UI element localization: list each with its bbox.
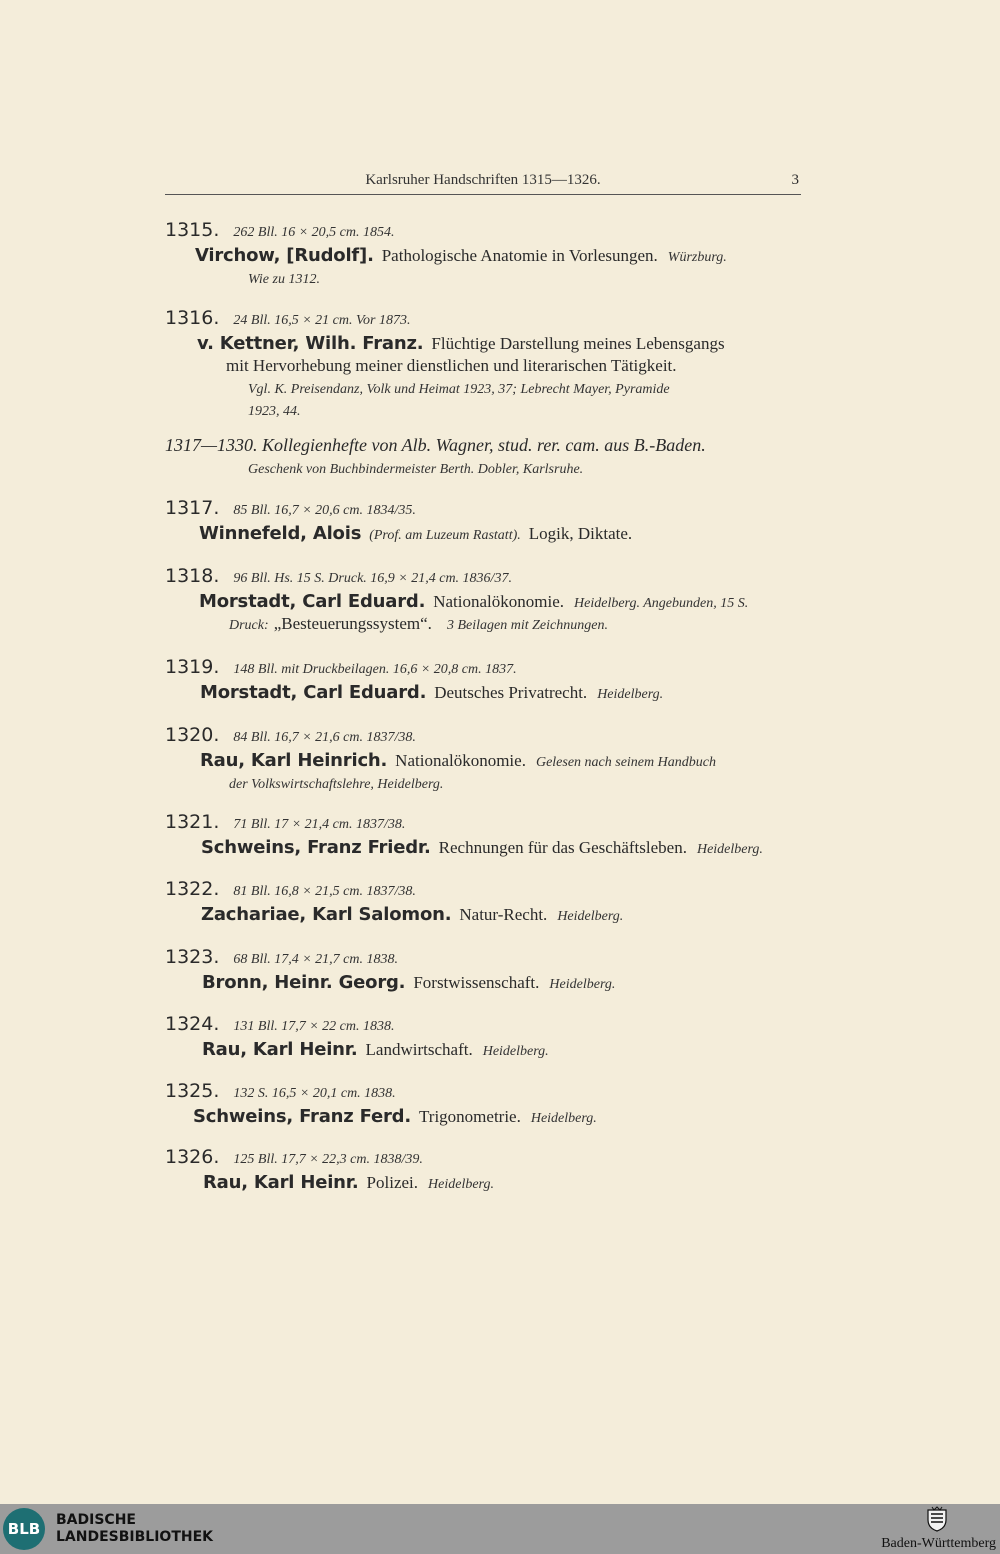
entry-work: Deutsches Privatrecht. [434,683,588,702]
range-note: Geschenk von Buchbindermeister Berth. Dobler, Karlsruhe. [248,462,584,477]
library-name-line1: BADISCHE [56,1512,136,1528]
catalog-entry-1318 [165,565,805,634]
library-name[interactable] [56,1512,213,1546]
catalog-entry-1315 [165,219,805,288]
entry-work: Pathologische Anatomie in Vorlesungen. [381,246,658,265]
entry-author: Rau, Karl Heinrich. [200,750,388,771]
catalog-entry-1322 [165,878,805,925]
entry-author: v. Kettner, Wilh. Franz. [197,333,424,354]
catalog-entry-1326 [165,1146,805,1193]
entry-place: Heidelberg. [696,842,763,857]
entry-work-continued: mit Hervorhebung meiner dienstlichen und literarischen Tätigkeit. [226,356,677,375]
entry-number: 1323. [165,946,220,968]
entry-number: 1320. [165,724,220,746]
entry-meta: 84 Bll. 16,7 × 21,6 cm. 1837/38. [233,730,416,745]
entry-meta: 132 S. 16,5 × 20,1 cm. 1838. [233,1086,396,1101]
entry-place: Heidelberg. [428,1177,494,1192]
entry-author: Zachariae, Karl Salomon. [201,904,452,925]
entry-place: Gelesen nach seinem Handbuch [535,755,716,770]
header-title: Karlsruher Handschriften 1315—1326. [365,172,601,188]
entry-note: der Volkswirtschaftslehre, Heidelberg. [229,777,444,792]
running-header [165,172,801,194]
entry-author: Bronn, Heinr. Georg. [202,972,406,993]
entry-work: Flüchtige Darstellung meines Lebensgangs [431,334,725,353]
entry-author: Rau, Karl Heinr. [202,1039,358,1060]
entry-meta: 68 Bll. 17,4 × 21,7 cm. 1838. [233,952,399,967]
entry-author: Morstadt, Carl Eduard. [199,591,426,612]
entry-place: Würzburg. [667,250,727,265]
catalog-entry-1324 [165,1013,805,1060]
range-heading: 1317—1330. Kollegienhefte von Alb. Wagner, stud. rer. cam. aus B.-Baden. [165,435,706,455]
entry-note: 3 Beilagen mit Zeichnungen. [447,618,608,633]
catalog-entry-1325 [165,1080,805,1127]
entry-number: 1316. [165,307,220,329]
entry-note: Wie zu 1312. [248,272,320,287]
entry-work: Polizei. [366,1173,419,1192]
entry-author: Virchow, [Rudolf]. [195,245,374,266]
entry-meta: 131 Bll. 17,7 × 22 cm. 1838. [233,1019,395,1034]
entry-work: Rechnungen für das Geschäftsleben. [438,838,687,857]
entry-number: 1319. [165,656,220,678]
entry-number: 1317. [165,497,220,519]
entry-number: 1324. [165,1013,220,1035]
entry-author: Morstadt, Carl Eduard. [200,682,427,703]
entry-place: Heidelberg. [557,909,624,924]
entry-meta: 85 Bll. 16,7 × 20,6 cm. 1834/35. [233,503,416,518]
entry-meta: 125 Bll. 17,7 × 22,3 cm. 1838/39. [233,1152,423,1167]
entry-note-prefix: Druck: [229,618,269,633]
library-name-line2: LANDESBIBLIOTHEK [56,1529,214,1545]
catalog-entry-1317 [165,497,805,544]
entry-author: Schweins, Franz Friedr. [201,837,431,858]
entry-meta: 81 Bll. 16,8 × 21,5 cm. 1837/38. [233,884,416,899]
catalog-range-1317-1330 [165,435,805,478]
entry-author: Winnefeld, Alois [199,523,362,544]
catalog-entry-1316 [165,307,805,420]
header-rule [165,194,801,195]
entry-number: 1318. [165,565,220,587]
entry-place: Heidelberg. [549,977,616,992]
catalog-entry-1319 [165,656,805,703]
entry-number: 1315. [165,219,220,241]
state-name[interactable]: Baden-Württemberg [881,1536,996,1551]
entry-author: Schweins, Franz Ferd. [193,1106,411,1127]
entry-work: Forstwissenschaft. [413,973,540,992]
catalog-entry-1320 [165,724,805,793]
entry-author: Rau, Karl Heinr. [203,1172,359,1193]
entry-affiliation: (Prof. am Luzeum Rastatt). [369,528,521,543]
entry-number: 1322. [165,878,220,900]
entry-place: Heidelberg. Angebunden, 15 S. [574,596,749,611]
entry-meta: 24 Bll. 16,5 × 21 cm. Vor 1873. [233,313,411,328]
entry-place: Heidelberg. [482,1044,549,1059]
entry-note: Vgl. K. Preisendanz, Volk und Heimat 1923, 37; Lebrecht Mayer, Pyramide [248,382,670,397]
entry-work: Trigonometrie. [419,1107,521,1126]
blb-logo[interactable]: BLB [3,1508,45,1550]
entry-work-continued: „Besteuerungssystem“. [273,614,432,633]
entry-number: 1325. [165,1080,220,1102]
entry-meta: 71 Bll. 17 × 21,4 cm. 1837/38. [233,817,406,832]
entry-note-continued: 1923, 44. [248,404,301,419]
catalog-entry-1323 [165,946,805,993]
entry-work: Nationalökonomie. [395,751,526,770]
entry-work: Nationalökonomie. [433,592,565,611]
entry-work: Natur-Recht. [459,905,548,924]
coat-of-arms-icon [926,1506,948,1532]
entry-meta: 148 Bll. mit Druckbeilagen. 16,6 × 20,8 cm. 1837. [233,662,517,677]
entry-number: 1321. [165,811,220,833]
entry-meta: 96 Bll. Hs. 15 S. Druck. 16,9 × 21,4 cm. 1836/37. [233,571,512,586]
page-number: 3 [791,172,799,188]
catalog-entry-1321 [165,811,805,858]
entry-place: Heidelberg. [530,1111,597,1126]
entry-meta: 262 Bll. 16 × 20,5 cm. 1854. [233,225,395,240]
entry-work: Landwirtschaft. [365,1040,473,1059]
entry-number: 1326. [165,1146,220,1168]
entry-work: Logik, Diktate. [528,524,633,543]
entry-place: Heidelberg. [597,687,664,702]
footer-bar [0,1504,1000,1554]
